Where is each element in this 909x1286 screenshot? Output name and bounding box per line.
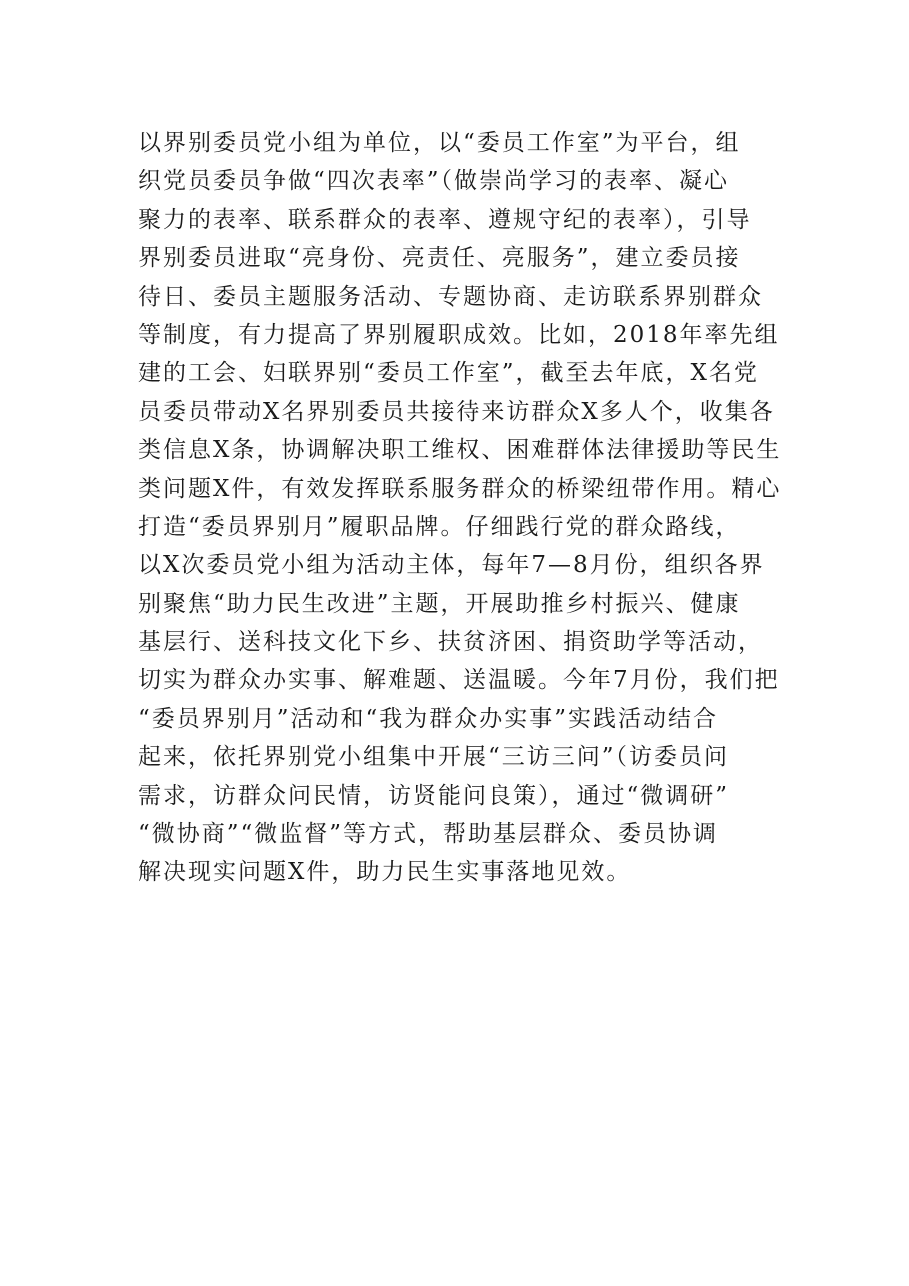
text-line-10: 类问题X件，有效发挥联系服务群众的桥梁纽带作用。精心 bbox=[138, 475, 782, 502]
text-line-17: 起来，依托界别党小组集中开展“三访三问”（访委员问 bbox=[138, 744, 730, 771]
text-line-4: 界别委员进取“亮身份、亮责任、亮服务”，建立委员接 bbox=[138, 245, 741, 272]
text-line-8: 员委员带动X名界别委员共接待来访群众X多人个，收集各 bbox=[138, 398, 775, 425]
text-line-1: 以界别委员党小组为单位，以“委员工作室”为平台，组 bbox=[138, 130, 741, 156]
text-line-12: 以X次委员党小组为活动主体，每年7—8月份，组织各界 bbox=[138, 552, 765, 579]
text-line-13: 别聚焦“助力民生改进”主题，开展助推乡村振兴、健康 bbox=[138, 590, 741, 617]
text-line-18: 需求，访群众问民情，访贤能问良策），通过“微调研” bbox=[138, 782, 730, 809]
text-line-9: 类信息X条，协调解决职工维权、困难群体法律援助等民生 bbox=[138, 437, 782, 464]
text-line-6: 等制度，有力提高了界别履职成效。比如，2018年率先组 bbox=[138, 321, 780, 348]
text-line-3: 聚力的表率、联系群众的表率、遵规守纪的表率），引导 bbox=[138, 206, 752, 233]
text-line-14: 基层行、送科技文化下乡、扶贫济困、捐资助学等活动， bbox=[138, 629, 763, 656]
body-paragraph bbox=[138, 124, 782, 892]
text-line-20: 解决现实问题X件，助力民生实事落地见效。 bbox=[138, 859, 632, 886]
text-line-15: 切实为群众办实事、解难题、送温暖。今年7月份，我们把 bbox=[138, 667, 780, 694]
text-line-5: 待日、委员主题服务活动、专题协商、走访联系界别群众 bbox=[138, 283, 763, 310]
text-line-19: “微协商”“微监督”等方式，帮助基层群众、委员协调 bbox=[138, 821, 719, 848]
text-line-11: 打造“委员界别月”履职品牌。仔细践行党的群众路线， bbox=[138, 513, 741, 540]
text-line-7: 建的工会、妇联界别“委员工作室”，截至去年底，X名党 bbox=[138, 360, 759, 387]
text-line-16: “委员界别月”活动和“我为群众办实事”实践活动结合 bbox=[138, 705, 719, 732]
text-line-2: 织党员委员争做“四次表率”（做崇尚学习的表率、凝心 bbox=[138, 168, 730, 195]
